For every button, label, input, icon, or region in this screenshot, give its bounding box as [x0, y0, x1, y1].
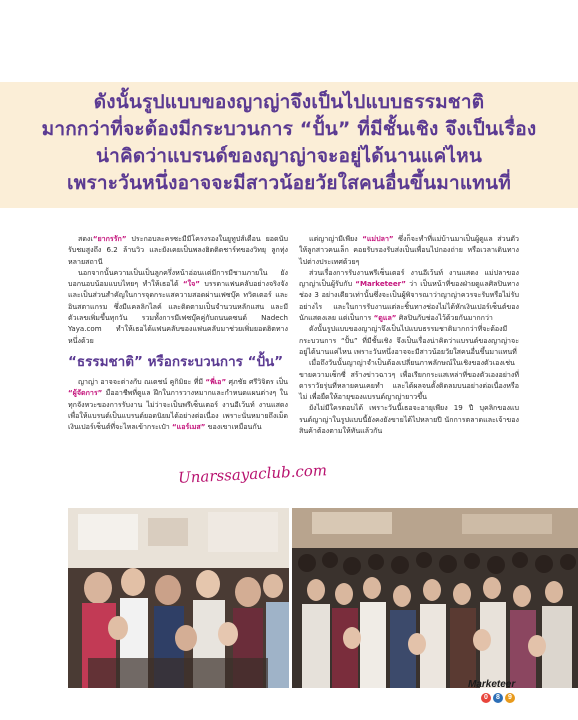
highlight-text: “แอร์เมส” — [172, 422, 206, 432]
photo-crowd-image — [292, 508, 578, 688]
text: ซึ่งก็จะทำที่แม่บ้านมาเป็นผู้ดูแล ส่วนตัวให้ลูกสาวคนเล็ก คอยรับรองรับส่งเป็นเพื่อนไปกองถ่าย หรือเวลาเดินทางไปต่างประเทศด้วยๆ — [299, 234, 520, 266]
right-column — [299, 233, 519, 436]
text: ประกอบละครซะมีมีโครงรองในยูทูปส์เดือน ยอดนับรับชมสูงถึง 6.2 ล้านวิว และยังเคยเป็นพลงฮิตติดชาร์ทของวิทยุ ลูกทุ่งหลายสถานี — [68, 234, 288, 266]
photo-crowd — [292, 508, 578, 688]
right-paragraph-4: เมื่อถึงวันนั้นญาญ่าจำเป็นต้องเปลี่ยนภาพลักษณ์ในเชิงของตัวเองเช่น ขายความเซ็กซี่ สร้างข่าวฉาวๆ เพื่อเรียกกระแสเหล่าที่ของตัวเองอย่างที่ดาราวัยรุ่นที่หลายคนเคยทำ และได้ผลจนตั้งติดลมบนอย่างต่อเนื่องหรือไม่ เพื่อยืดให้อายุของแบรนด์ญาญ่ายาวขึ้น — [299, 358, 519, 402]
left-paragraph-1 — [68, 233, 288, 267]
text: แต่ญาญ่ามีเพียง — [309, 234, 363, 243]
text: ว่า เป็นหน้าที่ของฝ่ายดูแลศิลปินทางช่อง 3 อย่างเดียวเท่านั้นซึ่งจะเป็นผู้พิจารณาว่าญาญ่าควรจะรับหรือไม่รับอย่างไร และในการรับงานแต่ละชิ้นทางช่องไม่ได้หักเงินเปอร์เซ็นต์ของนักแสดงเลย แต่เป็นการ — [299, 279, 519, 323]
right-paragraph-3: ดังนั้นรูปแบบของญาญ่าจึงเป็นไปแบบธรรมชาติมากกว่าที่จะต้องมีกระบวนการ “ปั้น” ที่มีชั้นเชิง จึงเป็นเรื่องน่าคิดว่าแบรนด์ของญาญ่าจะอยู่ได้นานแค่ไหน เพราะวันหนึ่งอาจจะมีสาวน้อยวัยใสคนอื่นขึ้นมาแทนที่ — [299, 324, 519, 356]
page-number-digit-2: 8 — [493, 693, 503, 703]
pull-quote-line-4: เพราะวันหนึ่งอาจจะมีสาวน้อยวัยใสคนอื่นขึ้นมาแทนที่ — [67, 172, 511, 194]
page-number-digit-3: 9 — [505, 693, 515, 703]
text: ส่วนเรื่องการรับงานพรีเซ็นเตอร์ งานอีเว้นท์ งานแสดง แม่ปลาของญาญ่าเป็นผู้รับกับ — [299, 267, 519, 289]
photo-fans-store-image — [68, 508, 289, 688]
pull-quote-line-2: มากกว่าที่จะต้องมีกระบวนการ “ปั้น” ที่มีชั้นเชิง จึงเป็นเรื่อง — [41, 118, 537, 140]
text: นอกจากนั้นความเป็นเป็นลูกครึ่งหน้าอ่อนเเต่มีการมีชามภายใน ยังบอกนอบน้อมแบบไทยๆ ทำให้เธอได้ — [68, 267, 288, 289]
right-paragraph-2 — [299, 267, 519, 323]
left-paragraph-2 — [68, 267, 288, 346]
text: ญาญ่า อาจจะต่างกับ ณเดชน์ คูกิมิยะ ที่มี — [78, 376, 206, 386]
highlight-text: “ดูแล” — [373, 313, 397, 323]
text: ศิลปินกับช่องไว้ด้วยกันมากกว่า — [396, 313, 493, 323]
highlight-text: “ยากรรัก” — [92, 234, 127, 243]
highlight-text: “Marketeer” — [355, 279, 406, 289]
left-column — [68, 233, 288, 432]
text: สดงเ — [78, 234, 93, 243]
highlight-text: “ผู้จัดการ” — [68, 388, 103, 398]
text: มืออาชีพที่ดูแล ฝึกในการวางหมากและกำหนดแผนต่างๆ ในทุกจังหวะของการรับงาน ไม่ว่าจะเป็นพรีเซ็นเตอร์ งานอีเว้นท์ งานแสดง เพื่อให้แบรนด์เป็นแบรนด์ยอดนิยมได้อย่างต่อเนื่อง เพราะนั่นหมายถึงเม็ดเงินเปอร์เซ็นต์ที่จะไหลเข้ากระเป๋า — [68, 388, 288, 432]
highlight-text: “พี่เอ” — [205, 376, 227, 386]
right-paragraph-1 — [299, 233, 519, 267]
left-paragraph-3 — [68, 376, 288, 432]
pull-quote-line-3: น่าคิดว่าแบรนด์ของญาญ่าจะอยู่ได้นานแค่ไหน — [95, 145, 483, 167]
page-number-digit-1: 0 — [481, 693, 491, 703]
text: ของเขาเหมือนกัน — [205, 422, 262, 432]
right-paragraph-5: ยังไม่มีใครตอบได้ เพราะวันนี้เธอจะอายุเพียง 19 ปี บุคลิกของแบรนด์ญาญ่าในรูปแบบนี้ยังคงยังขายได้ไปหลายปี นักการตลาดและเจ้าของสินค้าต้องตามให้ทันแล้วกัน — [299, 403, 519, 436]
section-subheading: “ธรรมชาติ” หรือกระบวนการ “ปั้น” — [68, 353, 284, 370]
highlight-text: “แม่ปลา” — [362, 234, 394, 243]
magazine-brand-logo: Marketeer — [468, 679, 516, 690]
photo-fans-store — [68, 508, 289, 688]
pull-quote-line-1: ดังนั้นรูปแบบของญาญ่าจึงเป็นไปแบบธรรมชาติ — [93, 91, 485, 113]
handwritten-signature: Unarssayaclub.com — [177, 461, 328, 487]
highlight-text: “ใจ” — [183, 279, 200, 289]
text: ศุภชัย ศรีวิจิตร เป็น — [226, 376, 288, 386]
text: บรรดาแฟนคลับอย่างจริงจัง และเป็นส่วนสำคัญในการจุดกระแสความสอดผ่านเฟซบุ๊ค ทวิตเตอร์ และอินสตาแกรม ซึ่งมีแคลลิกไลค์ และติดตามเป็นจำนวนหลักแสน และมีตัวเลขเพิ่มขึ้นทุกวัน รวมทั้งการมีเฟซบุ๊คคู่กับถนนดซนด์ Nadech Yaya.com ทำให้เธอได้แฟนคลับของแฟนคลับมาช่วยเพิ่มยอดฮิตทางหนึ่งด้วย — [68, 279, 288, 345]
